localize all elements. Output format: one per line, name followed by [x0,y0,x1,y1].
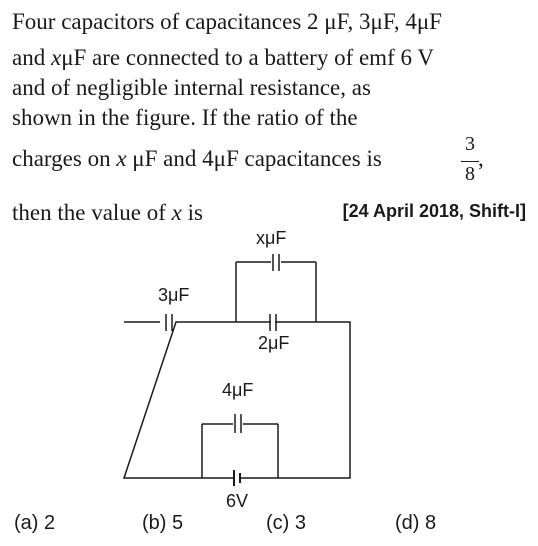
ratio-numerator: 3 [465,133,475,155]
cap-2-label: 2μF [258,333,290,353]
cap-4-gap [236,420,240,428]
question-line-2-pre: and [12,45,51,70]
battery-gap [235,474,239,482]
question-line-2-var: x [50,45,62,70]
question-line-5-pre: charges on [12,146,117,171]
cap-x-gap [274,258,278,266]
question-line-6-var: x [171,200,182,225]
question-line-5-var: x [116,146,127,171]
cap-3-label: 3μF [158,285,190,305]
question-line-3: and of negligible internal resistance, as [12,75,371,100]
question-line-2-post: μF are connected to a battery of emf 6 V [61,45,434,70]
cap-3-gap [167,318,171,326]
option-c[interactable]: (c) 3 [266,512,306,534]
cap-x-label: xμF [256,228,287,248]
question-line-6-post: is [181,200,203,225]
option-a[interactable]: (a) 2 [14,512,56,534]
ratio-suffix: , [478,146,484,171]
question-line-6-pre: then the value of [12,200,172,225]
cap-4-label: 4μF [222,380,254,400]
option-b[interactable]: (b) 5 [142,512,184,534]
question-line-4: shown in the figure. If the ratio of the [12,105,358,130]
cap-2-gap [271,318,275,326]
parallel-block-4-wire [202,424,278,478]
parallel-block-x-wire [236,262,316,322]
ratio-denominator: 8 [465,163,475,185]
option-d[interactable]: (d) 8 [395,512,437,534]
source-tag: [24 April 2018, Shift-I] [342,201,526,221]
question-line-5-post: μF and 4μF capacitances is [126,146,382,171]
battery-label: 6V [226,491,249,511]
question-line-1: Four capacitors of capacitances 2 μF, 3μF, 4μF [12,9,442,34]
